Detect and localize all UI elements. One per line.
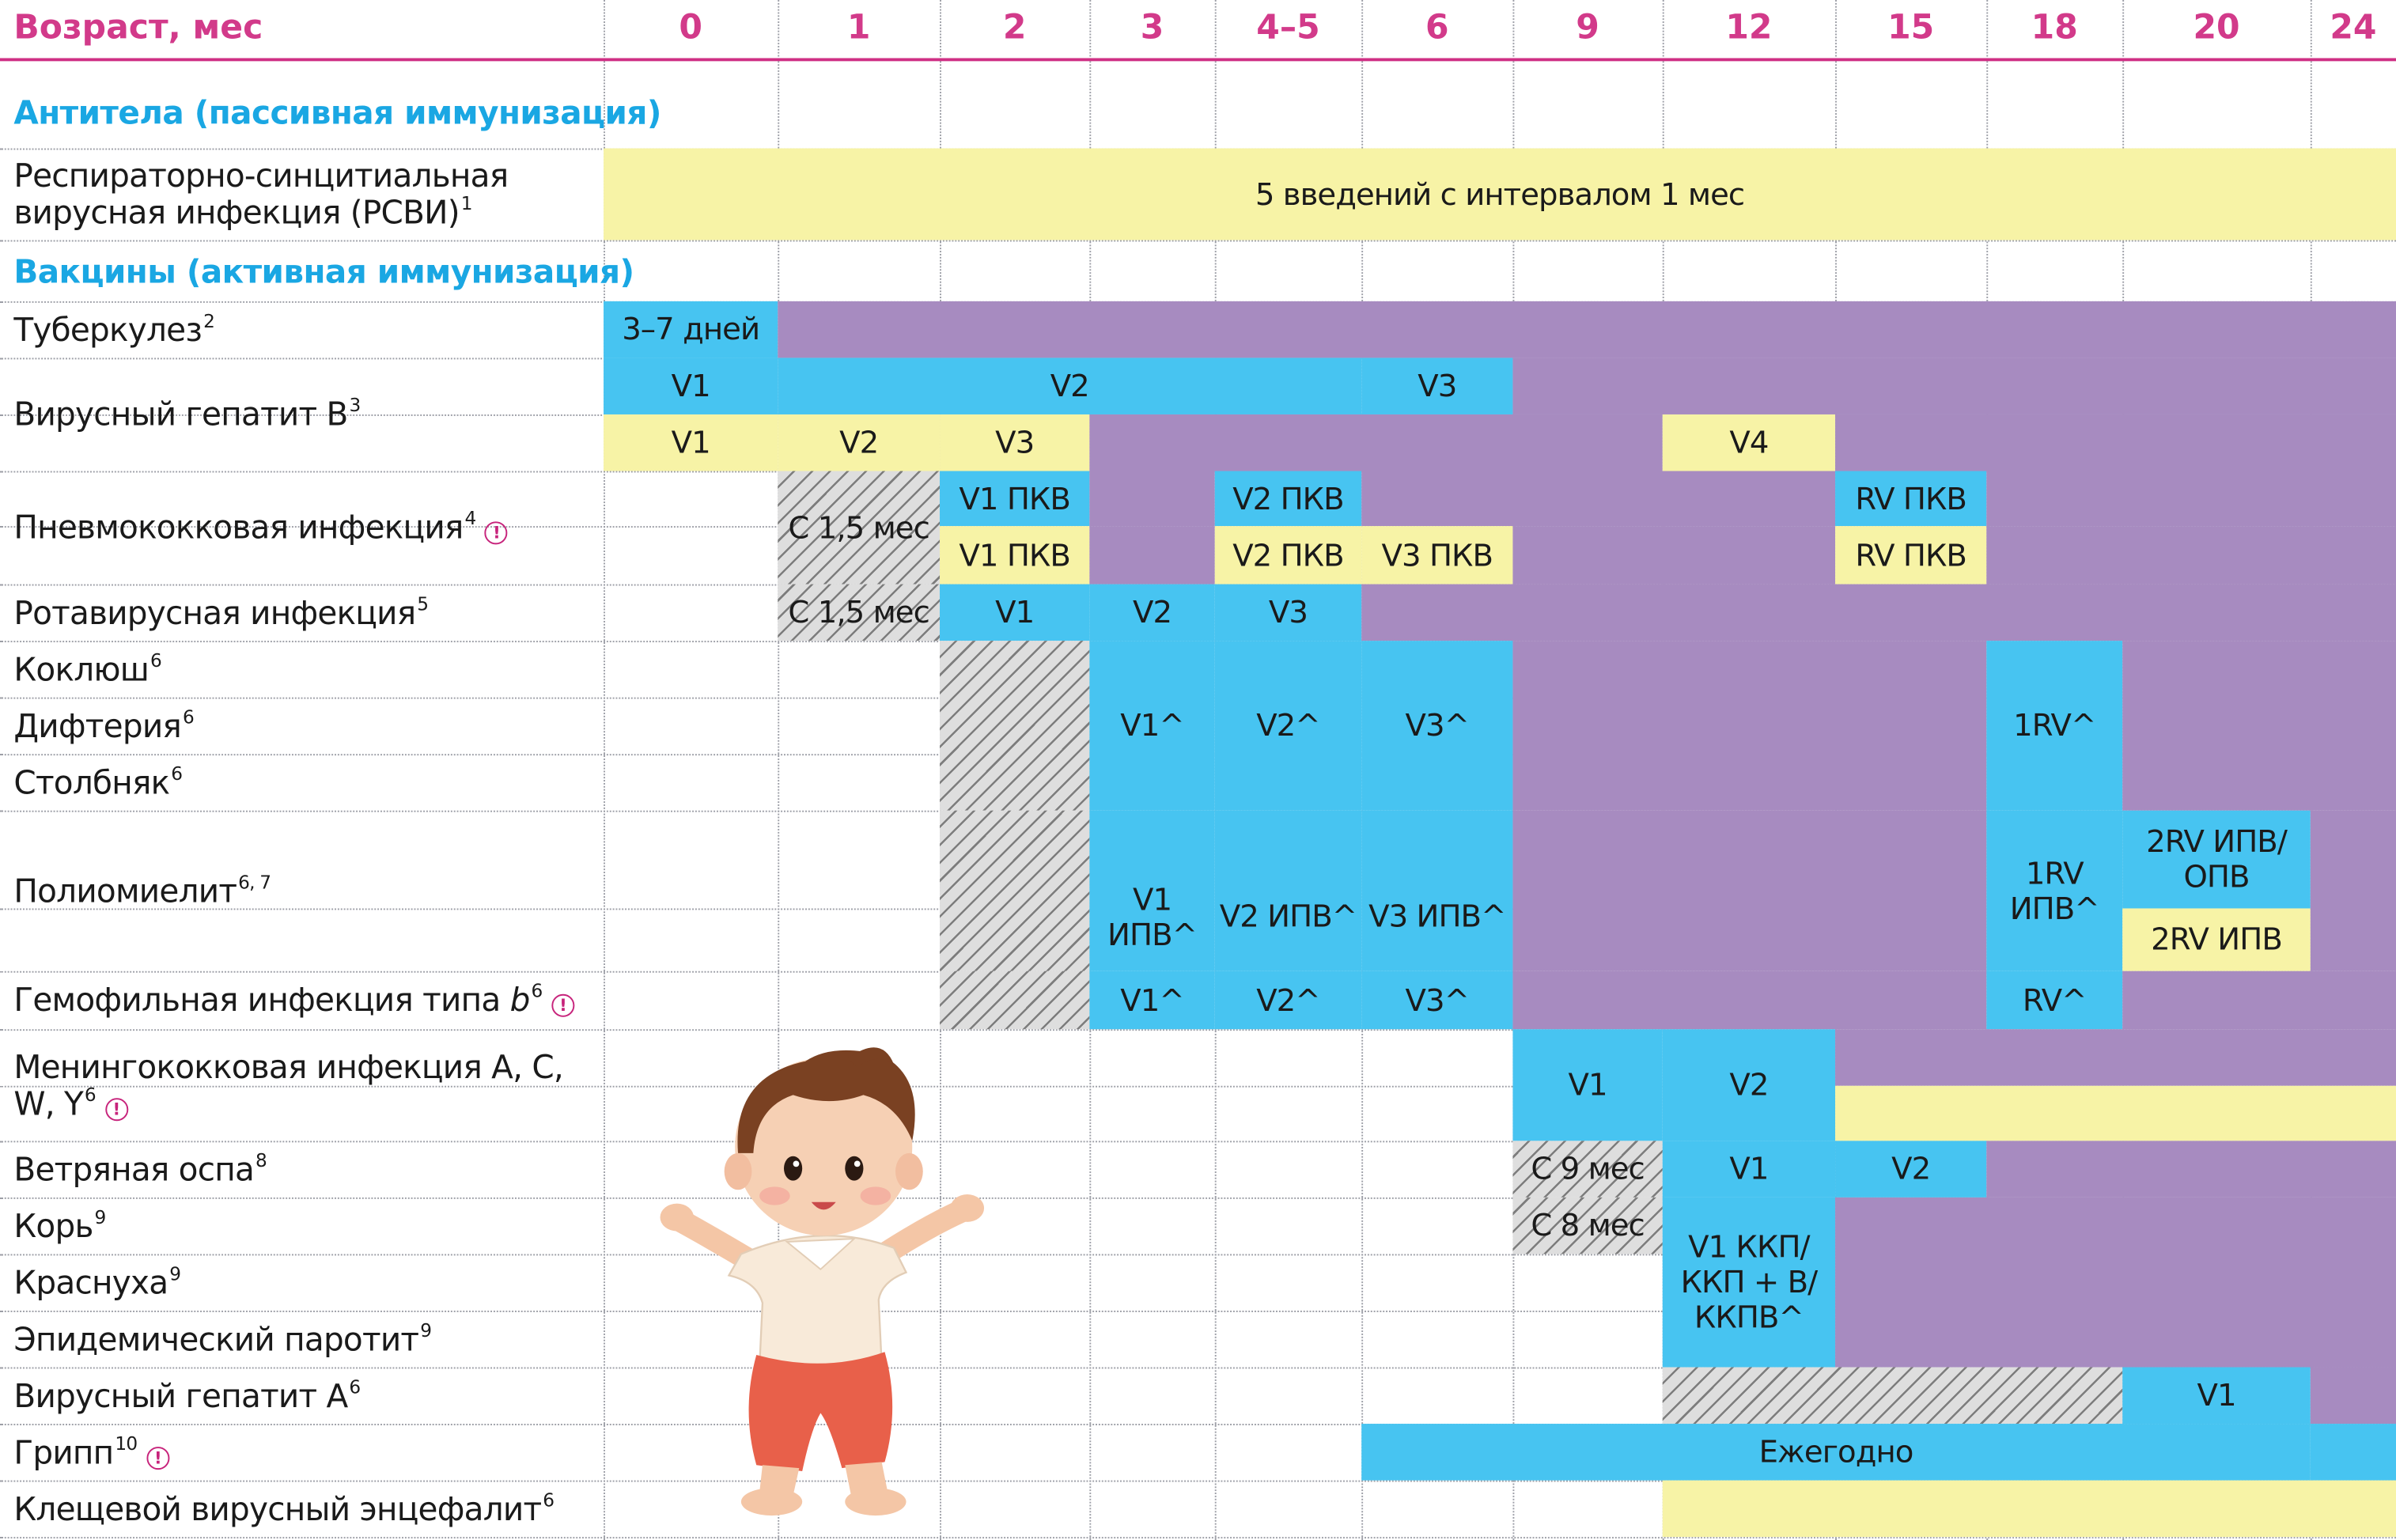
schedule-cell-pert-20 [2122, 641, 2396, 811]
schedule-cell-pneumo-2-v1-пкв: V1 ПКВ [940, 526, 1089, 584]
row-label-tbe [0, 1481, 610, 1538]
schedule-cell-varic-12-v1: V1 [1663, 1141, 1835, 1198]
row-label-name: Краснуха [13, 1264, 168, 1301]
row-label-varic [0, 1141, 610, 1198]
row-label-text [13, 707, 194, 744]
schedule-cell-polio-2 [940, 811, 1089, 971]
schedule-cell-polio-9 [1512, 811, 1986, 971]
alert-icon: ! [551, 994, 574, 1017]
schedule-cell-pert-3-v1: V1^ [1089, 641, 1214, 811]
baby-left-eye [784, 1156, 802, 1181]
age-header-9: 9 [1576, 9, 1599, 47]
schedule-cell-hib-18-rv: RV^ [1986, 971, 2122, 1029]
row-label-tet [0, 754, 610, 811]
schedule-cell-pert-2 [940, 641, 1089, 811]
row-label-text [13, 594, 428, 630]
baby-right-ear [895, 1153, 923, 1190]
baby-illustration [653, 1040, 997, 1530]
schedule-cell-pneumo-6-v3-пкв: V3 ПКВ [1361, 526, 1512, 584]
schedule-cell-varic-9-с-9-мес: С 9 мес [1512, 1141, 1662, 1198]
row-label-name: Гемофильная инфекция типа [13, 982, 510, 1019]
schedule-cell-tb-1 [778, 301, 2396, 358]
footnote-marker: 10 [115, 1432, 138, 1454]
schedule-cell-varic-15-v2: V2 [1835, 1141, 1986, 1198]
row-label-text [13, 1321, 431, 1357]
row-label-name: Полиомиелит [13, 872, 237, 910]
schedule-cell-rsv-0-5-введений-с-интервалом-1-мес: 5 введений с интервалом 1 мес [604, 149, 2396, 240]
schedule-cell-mening-15 [1835, 1086, 2396, 1141]
schedule-cell-hib-6-v3: V3^ [1361, 971, 1512, 1029]
row-label-name: Клещевой вирусный энцефалит [13, 1490, 542, 1527]
row-label-name: Пневмококковая инфекция [13, 509, 464, 547]
schedule-cell-hepb-15 [1835, 414, 2396, 471]
footnote-marker: 3 [349, 394, 361, 416]
row-label-text [13, 764, 182, 800]
row-label-name: Эпидемический паротит [13, 1320, 419, 1357]
baby-right-eye [845, 1156, 863, 1181]
schedule-cell-polio-20-2rv-ипв: 2RV ИПВ [2122, 908, 2311, 971]
age-header-12: 12 [1725, 9, 1773, 47]
schedule-cell-mening-15 [1835, 1029, 2396, 1086]
footnote-marker: 2 [203, 309, 215, 331]
schedule-cell-hepb-0-v1: V1 [604, 358, 778, 414]
row-label-text [13, 1264, 180, 1300]
row-label-name: Столбняк [13, 763, 170, 801]
row-label-text [13, 982, 574, 1018]
row-label-name: Грипп [13, 1433, 114, 1471]
schedule-cell-measles-12-v1-ккп-ккп-в-ккпв: V1 ККП/ ККП + В/ ККПВ^ [1663, 1198, 1835, 1368]
row-label-name: Вирусный гепатит A [13, 1377, 348, 1414]
footnote-marker: 8 [255, 1149, 267, 1171]
footnote-marker: 9 [169, 1262, 181, 1285]
row-label-hib [0, 971, 610, 1029]
schedule-cell-hepb-6-v3: V3 [1361, 358, 1512, 414]
footnote-marker: 5 [417, 592, 429, 615]
row-label-text [13, 872, 271, 909]
age-header-6: 6 [1425, 9, 1449, 47]
row-label-hepa [0, 1368, 610, 1425]
schedule-cell-measles-15 [1835, 1198, 2396, 1368]
footnote-marker: 6 [531, 980, 543, 1002]
row-label-pert [0, 641, 610, 698]
schedule-cell-pert-9 [1512, 641, 1986, 811]
footnote-marker: 6 [171, 762, 183, 784]
schedule-cell-pneumo-1-с-1-5-мес: С 1,5 мес [778, 471, 940, 585]
schedule-cell-hepb-12-v4: V4 [1663, 414, 1835, 471]
row-label-name: Коклюш [13, 650, 150, 688]
schedule-cell-rota-1-с-1-5-мес: С 1,5 мес [778, 585, 940, 641]
age-header-18: 18 [2031, 9, 2078, 47]
schedule-cell-hepb-1-v2: V2 [778, 414, 940, 471]
age-header-4-5: 4–5 [1256, 9, 1320, 47]
schedule-cell-pneumo-18 [1986, 526, 2396, 584]
footnote-marker: 1 [460, 192, 472, 214]
row-label-diph [0, 698, 610, 755]
row-label-text [13, 1434, 169, 1470]
row-label-mumps [0, 1311, 610, 1368]
schedule-cell-pneumo-15-rv-пкв: RV ПКВ [1835, 526, 1986, 584]
baby-pants [749, 1352, 893, 1471]
schedule-cell-pneumo-9 [1512, 526, 1835, 584]
footnote-marker: 6 [84, 1083, 96, 1105]
row-label-rubella [0, 1254, 610, 1311]
age-header-15: 15 [1887, 9, 1935, 47]
schedule-cell-tbe-12 [1663, 1481, 2396, 1538]
alert-icon: ! [105, 1097, 128, 1120]
schedule-cell-hepb-3 [1089, 414, 1662, 471]
row-label-flu [0, 1424, 610, 1481]
schedule-cell-flu-24 [2311, 1424, 2396, 1481]
schedule-cell-rota-4-5-v3: V3 [1215, 585, 1361, 641]
age-header-0: 0 [679, 9, 702, 47]
section-active-immunization: Вакцины (активная иммунизация) [13, 253, 634, 291]
grid-line-row-1 [0, 240, 2396, 242]
schedule-cell-pert-6-v3: V3^ [1361, 641, 1512, 811]
footnote-marker: 6 [182, 706, 195, 728]
alert-icon: ! [485, 521, 508, 544]
schedule-cell-hepa-12 [1663, 1368, 2122, 1425]
schedule-cell-mening-12-v2: V2 [1663, 1029, 1835, 1141]
schedule-cell-hib-3-v1: V1^ [1089, 971, 1214, 1029]
row-label-name: Вирусный гепатит B [13, 395, 348, 433]
row-label-text [13, 509, 508, 546]
baby-right-cheek [861, 1186, 891, 1205]
schedule-cell-measles-9-с-8-мес: С 8 мес [1512, 1198, 1662, 1254]
age-header-2: 2 [1002, 9, 1027, 47]
schedule-cell-rota-2-v1: V1 [940, 585, 1089, 641]
row-label-pneumo [0, 471, 610, 585]
schedule-cell-pneumo-4-5-v2-пкв: V2 ПКВ [1215, 526, 1361, 584]
schedule-cell-hepb-1-v2: V2 [778, 358, 1361, 414]
grid-line-row-23 [0, 1537, 2396, 1538]
schedule-cell-pert-18-1rv: 1RV^ [1986, 641, 2122, 811]
schedule-cell-flu-6-ежегодно: Ежегодно [1361, 1424, 2311, 1481]
row-label-name: Респираторно-синцитиальная вирусная инфекция (РСВИ) [13, 157, 509, 231]
schedule-cell-hib-20 [2122, 971, 2396, 1029]
footnote-marker: 6 [349, 1375, 361, 1398]
footnote-marker: 9 [94, 1205, 106, 1228]
schedule-cell-hib-2 [940, 971, 1089, 1029]
footnote-marker: 9 [420, 1319, 432, 1341]
row-label-rota [0, 585, 610, 641]
alert-icon: ! [146, 1446, 169, 1469]
schedule-cell-hepb-0-v1: V1 [604, 414, 778, 471]
row-label-text [13, 1490, 554, 1527]
section-passive-immunization: Антитела (пассивная иммунизация) [13, 94, 661, 132]
schedule-cell-polio-4-5-v2-ипв: V2 ИПВ^ [1215, 811, 1361, 971]
schedule-cell-pneumo-3 [1089, 526, 1214, 584]
baby-left-cheek [759, 1186, 790, 1205]
schedule-cell-hib-9 [1512, 971, 1986, 1029]
schedule-cell-pneumo-6 [1361, 471, 1835, 527]
row-label-name: Менингококковая инфекция A, C, W, Y [13, 1048, 564, 1122]
row-label-rsv [0, 149, 579, 240]
row-label-name: Туберкулез [13, 311, 203, 348]
schedule-cell-hepb-2-v3: V3 [940, 414, 1089, 471]
row-label-measles [0, 1198, 610, 1254]
schedule-cell-tb-0-3-7-дней: 3–7 дней [604, 301, 778, 358]
footnote-marker: 6 [150, 649, 162, 671]
row-label-polio [0, 811, 610, 971]
header-divider [0, 58, 2396, 61]
schedule-cell-polio-24 [2311, 811, 2396, 971]
row-label-text [13, 1048, 609, 1122]
schedule-cell-hib-4-5-v2: V2^ [1215, 971, 1361, 1029]
schedule-cell-rota-3-v2: V2 [1089, 585, 1214, 641]
age-header-24: 24 [2330, 9, 2377, 47]
row-label-hepb [0, 358, 610, 471]
row-label-name: Ветряная оспа [13, 1150, 255, 1188]
schedule-cell-polio-18-1rv-ипв: 1RV ИПВ^ [1986, 811, 2122, 971]
schedule-cell-pneumo-4-5-v2-пкв: V2 ПКВ [1215, 471, 1361, 527]
schedule-cell-varic-18 [1986, 1141, 2396, 1198]
schedule-cell-pneumo-18 [1986, 471, 2396, 527]
baby-left-foot [741, 1488, 802, 1515]
schedule-cell-hepa-20-v1: V1 [2122, 1368, 2311, 1425]
footnote-marker: 6 [543, 1489, 555, 1511]
age-header-title: Возраст, мес [13, 9, 263, 47]
schedule-cell-polio-6-v3-ипв: V3 ИПВ^ [1361, 811, 1512, 971]
row-label-text [13, 1377, 360, 1413]
schedule-cell-pert-4-5-v2: V2^ [1215, 641, 1361, 811]
footnote-marker: 4 [464, 507, 476, 529]
age-header-1: 1 [846, 9, 871, 47]
row-label-name: Ротавирусная инфекция [13, 594, 416, 631]
row-label-tb [0, 301, 610, 358]
row-label-text [13, 157, 579, 231]
schedule-cell-mening-9-v1: V1 [1512, 1029, 1662, 1141]
schedule-cell-polio-3-v1-ипв: V1 ИПВ^ [1089, 811, 1214, 971]
row-label-text [13, 1207, 105, 1243]
row-label-text [13, 311, 214, 347]
baby-right-arm [884, 1194, 984, 1254]
schedule-cell-hepb-9 [1512, 358, 2396, 414]
row-label-name: Корь [13, 1207, 93, 1244]
schedule-cell-polio-20-2rv-ипв-опв: 2RV ИПВ/ОПВ [2122, 811, 2311, 909]
schedule-cell-pneumo-15-rv-пкв: RV ПКВ [1835, 471, 1986, 527]
age-header-3: 3 [1140, 9, 1164, 47]
schedule-cell-pneumo-3 [1089, 471, 1214, 527]
schedule-cell-pneumo-2-v1-пкв: V1 ПКВ [940, 471, 1089, 527]
row-label-text [13, 396, 360, 433]
baby-right-foot [845, 1488, 906, 1515]
row-label-mening [0, 1029, 610, 1141]
schedule-cell-hepa-24 [2311, 1368, 2396, 1425]
row-label-name: Дифтерия [13, 707, 182, 744]
row-label-text [13, 651, 161, 687]
schedule-cell-rota-6 [1361, 585, 2396, 641]
age-header-20: 20 [2193, 9, 2240, 47]
row-label-text [13, 1151, 267, 1187]
row-label-italic: b [509, 982, 530, 1019]
baby-left-ear [725, 1153, 752, 1190]
footnote-marker: 6, 7 [238, 871, 271, 893]
